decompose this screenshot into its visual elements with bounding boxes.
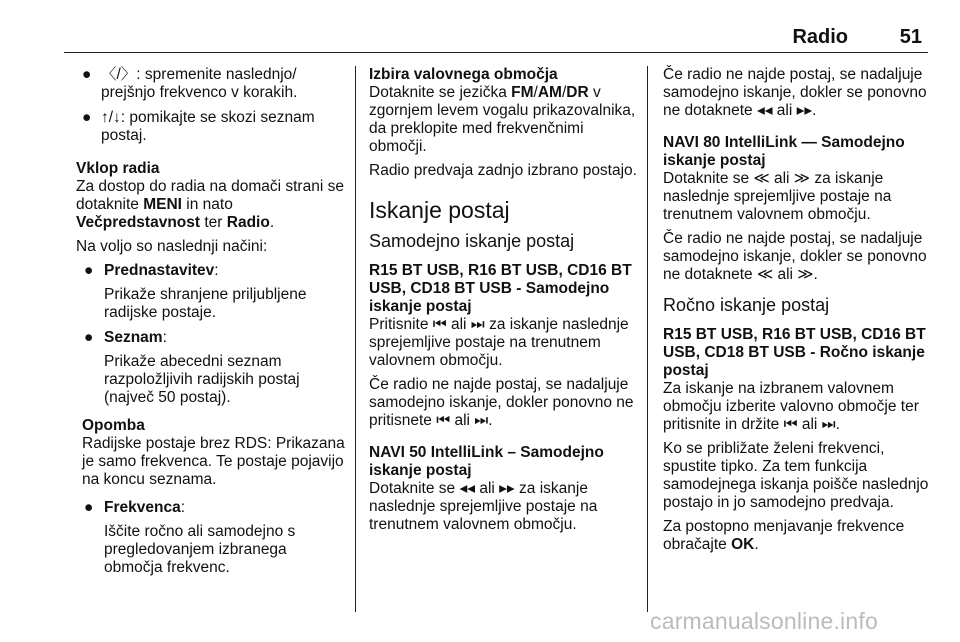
list-item: ● Seznam: bbox=[84, 329, 167, 346]
paragraph: Če radio ne najde postaj, se nadaljuje samodejno iskanje, dokler se ponovno ne dotaknete ◂◂ ali ▸▸. bbox=[663, 66, 927, 119]
section-heading: R15 BT USB, R16 BT USB, CD16 BT USB, CD18 BT USB - Ročno iskanje postaj bbox=[663, 326, 926, 379]
section-heading: R15 BT USB, R16 BT USB, CD16 BT USB, CD18 BT USB - Samodejno iskanje postaj bbox=[369, 262, 632, 315]
list-item-desc: Prikaže abecedni seznam razpoložljivih radijskih postaj (največ 50 postaj). bbox=[104, 353, 300, 406]
column-divider bbox=[355, 66, 356, 612]
watermark: carmanualsonline.info bbox=[650, 608, 878, 634]
paragraph: Če radio ne najde postaj, se nadaljuje samodejno iskanje, dokler ponovno ne pritisnete ⏮ ali ⏭. bbox=[369, 376, 634, 429]
bullet-icon: ● bbox=[84, 262, 94, 279]
paragraph: Ko se približate želeni frekvenci, spustite tipko. Za tem funkcija samodejnega iskanja poišče naslednjo postajo in jo samodejno predvaja. bbox=[663, 440, 929, 511]
paragraph: Dotaknite se ◂◂ ali ▸▸ za iskanje naslednje sprejemljive postaje na trenutnem valovnem območju. bbox=[369, 480, 598, 533]
note-box bbox=[82, 417, 346, 489]
paragraph: Dotaknite se jezička FM/AM/DR v zgornjem levem vogalu prikazovalnika, da preklopite med frekvenčnimi območji. bbox=[369, 84, 636, 155]
paragraph: Na voljo so naslednji načini: bbox=[76, 238, 268, 255]
bullet-text: ↑/↓: pomikajte se skozi seznam postaj. bbox=[101, 109, 315, 144]
paragraph: Pritisnite ⏮ ali ⏭ za iskanje naslednje sprejemljive postaje na trenutnem valovnem območju. bbox=[369, 316, 629, 369]
column-divider bbox=[647, 66, 648, 612]
paragraph: Za postopno menjavanje frekvence obračajte OK. bbox=[663, 518, 905, 553]
bullet-text: 〈/〉: spremenite naslednjo/ prejšnjo frekvenco v korakih. bbox=[101, 66, 298, 101]
list-item bbox=[76, 66, 346, 102]
list-item-desc: Prikaže shranjene priljubljene radijske postaje. bbox=[104, 286, 307, 321]
chapter-heading: Iskanje postaj bbox=[369, 197, 510, 223]
page-number: 51 bbox=[899, 26, 922, 48]
column-1 bbox=[76, 66, 346, 584]
bullet-icon: ● bbox=[82, 66, 92, 83]
bullet-icon: ● bbox=[82, 109, 92, 126]
paragraph: Radio predvaja zadnjo izbrano postajo. bbox=[369, 162, 637, 179]
note-title: Opomba bbox=[82, 417, 145, 434]
note-text: Radijske postaje brez RDS: Prikazana je samo frekvenca. Te postaje pojavijo na koncu seznama. bbox=[82, 435, 345, 488]
list-item: ● Frekvenca: bbox=[84, 499, 186, 516]
column-2 bbox=[369, 66, 637, 540]
list-item: ● Prednastavitev: bbox=[84, 262, 219, 279]
list-item bbox=[76, 109, 346, 145]
bullet-icon: ● bbox=[84, 499, 94, 516]
paragraph: Če radio ne najde postaj, se nadaljuje samodejno iskanje, dokler se ponovno ne dotaknete ≪ ali ≫. bbox=[663, 230, 927, 283]
section-heading: Vklop radia bbox=[76, 160, 160, 177]
bullet-icon: ● bbox=[84, 329, 94, 346]
page-title: Radio bbox=[792, 26, 848, 48]
paragraph: Za iskanje na izbranem valovnem območju izberite valovno območje ter pritisnite in držite ⏮ ali ⏭. bbox=[663, 380, 919, 433]
column-3 bbox=[663, 66, 933, 560]
section-heading: NAVI 80 IntelliLink — Samodejno iskanje postaj bbox=[663, 134, 905, 169]
section-heading: NAVI 50 IntelliLink – Samodejno iskanje postaj bbox=[369, 444, 604, 479]
list-item-desc: Iščite ročno ali samodejno s pregledovanjem izbranega območja frekvenc. bbox=[104, 523, 296, 576]
section-heading: Izbira valovnega območja bbox=[369, 66, 558, 83]
page-header bbox=[64, 26, 928, 53]
paragraph: Za dostop do radia na domači strani se dotaknite MENI in nato Večpredstavnost ter Radio. bbox=[76, 178, 344, 231]
subsection-heading: Ročno iskanje postaj bbox=[663, 295, 830, 315]
paragraph: Dotaknite se ≪ ali ≫ za iskanje naslednje sprejemljive postaje na trenutnem valovnem območju. bbox=[663, 170, 892, 223]
subsection-heading: Samodejno iskanje postaj bbox=[369, 231, 575, 251]
